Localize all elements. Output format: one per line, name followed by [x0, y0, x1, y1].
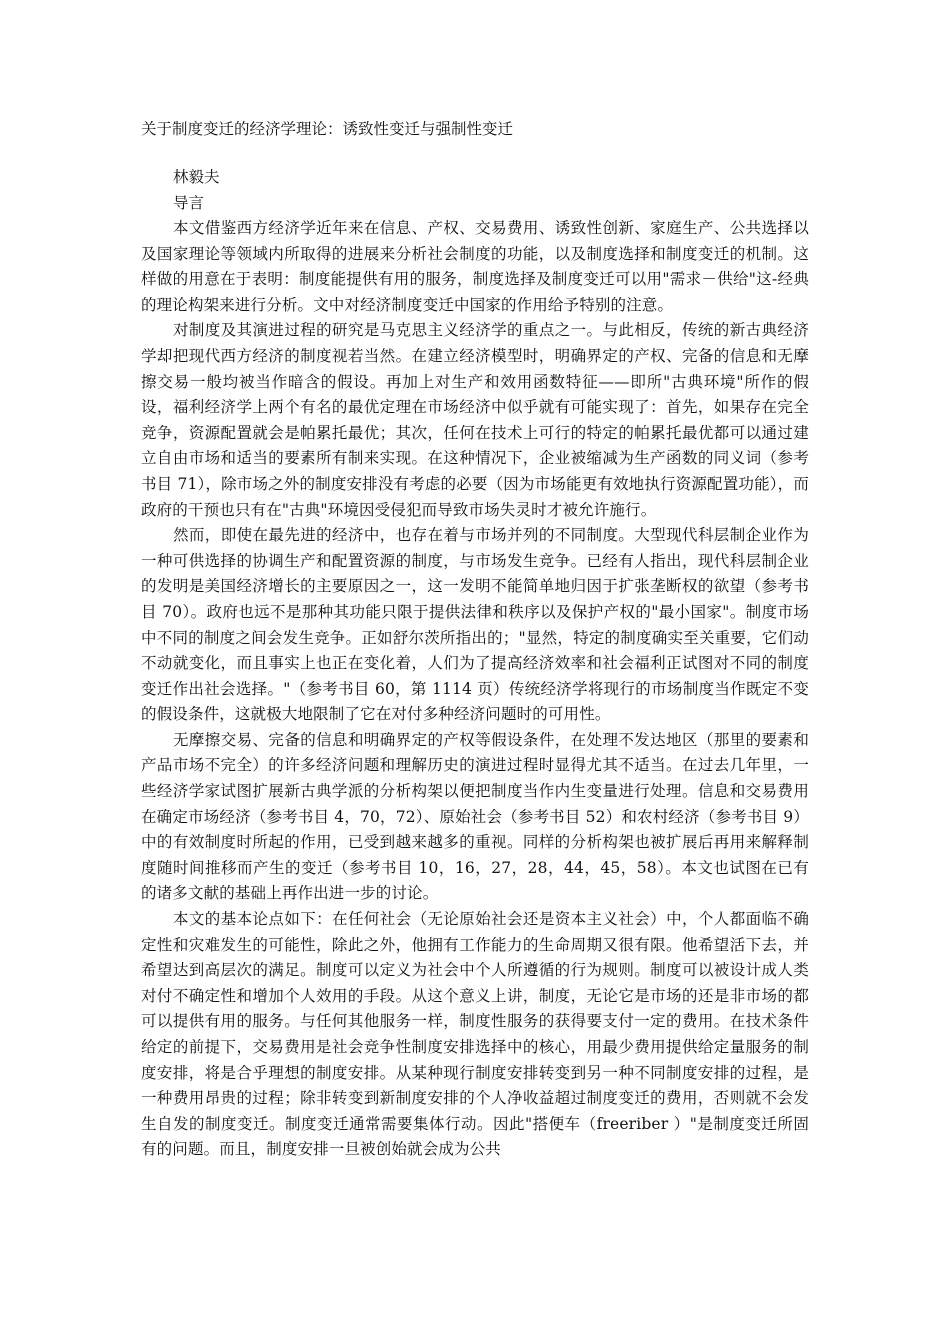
- body-paragraph-3: 然而，即使在最先进的经济中，也存在着与市场并列的不同制度。大型现代科层制企业作为一种可供选择的协调生产和配置资源的制度，与市场发生竞争。已经有人指出，现代科层制企业的发明是美国经济增长的主要原因之一，这一发明不能简单地归因于扩张垄断权的欲望（参考书目 70）。政府也远不是那种其功能只限于提供法律和秩序以及保护产权的"最小国家"。制度市场中不同的制度之间会发生竞争。正如舒尔茨所指出的；"显然，特定的制度确实至关重要，它们动不动就变化，而且事实上也正在变化着，人们为了提高经济效率和社会福利正试图对不同的制度变迁作出社会选择。"（参考书目 60，第 1114 页）传统经济学将现行的市场制度当作既定不变的假设条件，这就极大地限制了它在对付多种经济问题时的可用性。: [141, 526, 809, 724]
- body-paragraph-5: 本文的基本论点如下：在任何社会（无论原始社会还是资本主义社会）中，个人都面临不确定性和灾难发生的可能性，除此之外，他拥有工作能力的生命周期又很有限。他希望活下去，并希望达到高层次的满足。制度可以定义为社会中个人所遵循的行为规则。制度可以被设计成人类对付不确定性和增加个人效用的手段。从这个意义上讲，制度，无论它是市场的还是非市场的都可以提供有用的服务。与任何其他服务一样，制度性服务的获得要支付一定的费用。在技术条件给定的前提下，交易费用是社会竞争性制度安排选择中的核心，用最少费用提供给定量服务的制度安排，将是合乎理想的制度安排。从某种现行制度安排转变到另一种不同制度安排的过程，是一种费用昂贵的过程；除非转变到新制度安排的个人净收益超过制度变迁的费用，否则就不会发生自发的制度变迁。制度变迁通常需要集体行动。因此"搭便车（freeriber ）"是制度变迁所固有的问题。而且，制度安排一旦被创始就会成为公共: [141, 910, 809, 1159]
- section-heading: 导言: [173, 194, 205, 212]
- document-page: [141, 116, 809, 1163]
- author-name: 林毅夫: [173, 168, 220, 186]
- document-title: 关于制度变迁的经济学理论：诱致性变迁与强制性变迁: [141, 120, 514, 138]
- body-paragraph-2: 对制度及其演进过程的研究是马克思主义经济学的重点之一。与此相反，传统的新古典经济学却把现代西方经济的制度视若当然。在建立经济模型时，明确界定的产权、完备的信息和无摩擦交易一般均被当作暗含的假设。再加上对生产和效用函数特征——即所"古典环境"所作的假设，福利经济学上两个有名的最优定理在市场经济中似乎就有可能实现了：首先，如果存在完全竞争，资源配置就会是帕累托最优；其次，任何在技术上可行的特定的帕累托最优都可以通过建立自由市场和适当的要素所有制来实现。在这种情况下，企业被缩减为生产函数的同义词（参考书目 71），除市场之外的制度安排没有考虑的必要（因为市场能更有效地执行资源配置功能），而政府的干预也只有在"古典"环境因受侵犯而导致市场失灵时才被允许施行。: [141, 321, 809, 519]
- body-paragraph-4: 无摩擦交易、完备的信息和明确界定的产权等假设条件，在处理不发达地区（那里的要素和产品市场不完全）的许多经济问题和理解历史的演进过程时显得尤其不适当。在过去几年里，一些经济学家试图扩展新古典学派的分析构架以便把制度当作内生变量进行处理。信息和交易费用在确定市场经济（参考书目 4，70，72）、原始社会（参考书目 52）和农村经济（参考书目 9）中的有效制度时所起的作用，已受到越来越多的重视。同样的分析构架也被扩展后再用来解释制度随时间推移而产生的变迁（参考书目 10，16，27，28，44，45，58）。本文也试图在已有的诸多文献的基础上再作出进一步的讨论。: [141, 730, 809, 903]
- body-paragraph-1: 本文借鉴西方经济学近年来在信息、产权、交易费用、诱致性创新、家庭生产、公共选择以及国家理论等领域内所取得的进展来分析社会制度的功能，以及制度选择和制度变迁的机制。这样做的用意在于表明：制度能提供有用的服务，制度选择及制度变迁可以用"需求－供给"这-经典的理论构架来进行分析。文中对经济制度变迁中国家的作用给予特别的注意。: [141, 219, 809, 314]
